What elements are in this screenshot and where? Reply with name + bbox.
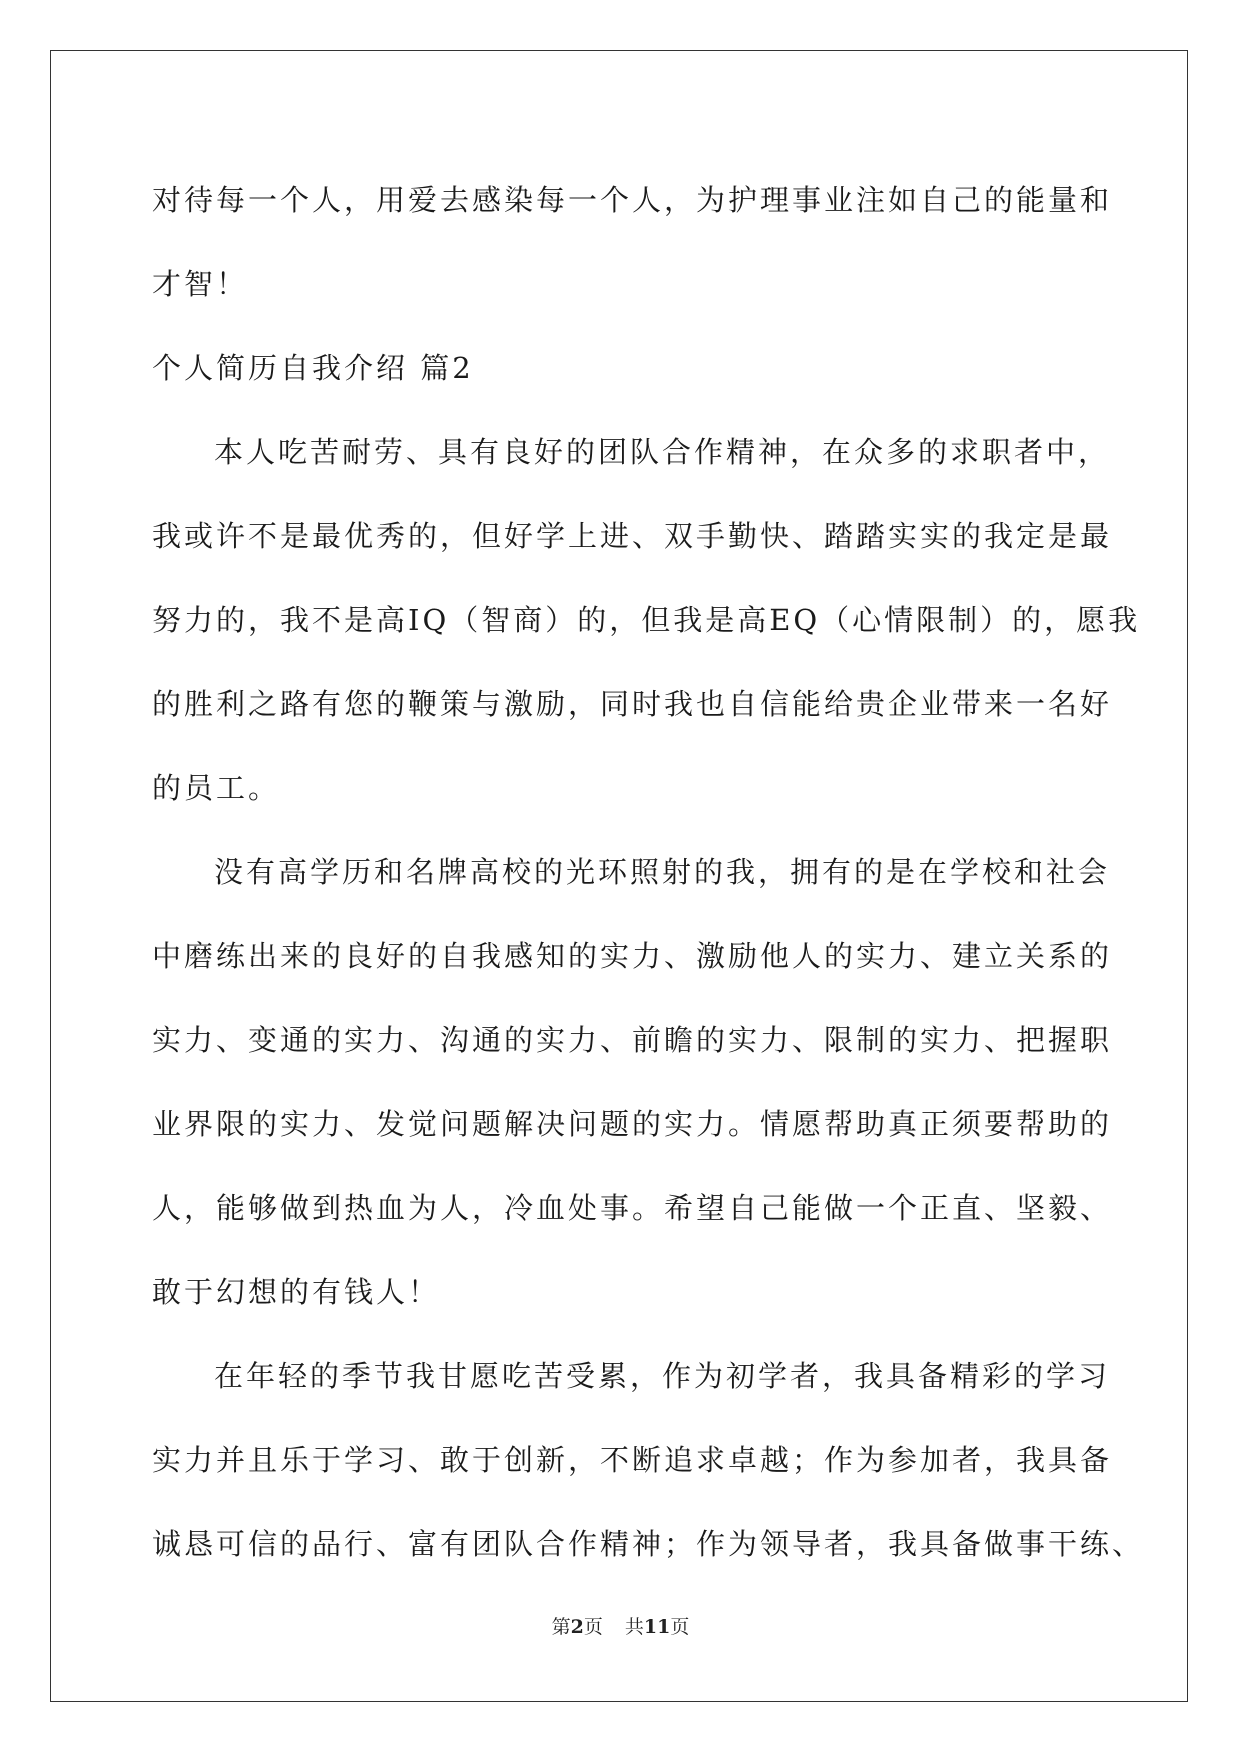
- text-line: 人，能够做到热血为人，冷血处事。希望自己能做一个正直、坚毅、: [152, 1191, 1113, 1225]
- text-line: 才智！: [152, 267, 249, 301]
- total-pages: 11: [643, 1616, 671, 1638]
- document-body: [152, 158, 1145, 1586]
- paragraph-first-line: 没有高学历和名牌高校的光环照射的我，拥有的是在学校和社会: [214, 855, 1111, 889]
- total-prefix: 共: [624, 1616, 644, 1638]
- text-line: 的员工。: [152, 771, 281, 805]
- paragraph-first-line: 在年轻的季节我甘愿吃苦受累，作为初学者，我具备精彩的学习: [214, 1359, 1111, 1393]
- page-footer: [0, 1612, 1241, 1639]
- paragraph-first-line: 本人吃苦耐劳、具有良好的团队合作精神，在众多的求职者中，: [214, 435, 1111, 469]
- text-line: 中磨练出来的良好的自我感知的实力、激励他人的实力、建立关系的: [152, 939, 1113, 973]
- text-line: 实力并且乐于学习、敢于创新，不断追求卓越；作为参加者，我具备: [152, 1443, 1113, 1477]
- section-heading: 个人简历自我介绍 篇2: [152, 351, 474, 385]
- text-line: 业界限的实力、发觉问题解决问题的实力。情愿帮助真正须要帮助的: [152, 1107, 1113, 1141]
- page-prefix: 第: [551, 1616, 571, 1638]
- page-number: 2: [570, 1616, 584, 1638]
- text-line: 敢于幻想的有钱人！: [152, 1275, 441, 1309]
- text-line: 对待每一个人，用爱去感染每一个人，为护理事业注如自己的能量和: [152, 183, 1113, 217]
- text-line: 我或许不是最优秀的，但好学上进、双手勤快、踏踏实实的我定是最: [152, 519, 1113, 553]
- text-line: 努力的，我不是高IQ（智商）的，但我是高EQ（心情限制）的，愿我: [152, 603, 1141, 637]
- page-suffix: 页: [583, 1616, 603, 1638]
- text-line: 的胜利之路有您的鞭策与激励，同时我也自信能给贵企业带来一名好: [152, 687, 1113, 721]
- text-line: 诚恳可信的品行、富有团队合作精神；作为领导者，我具备做事干练、: [152, 1527, 1145, 1561]
- text-line: 实力、变通的实力、沟通的实力、前瞻的实力、限制的实力、把握职: [152, 1023, 1113, 1057]
- total-suffix: 页: [670, 1616, 690, 1638]
